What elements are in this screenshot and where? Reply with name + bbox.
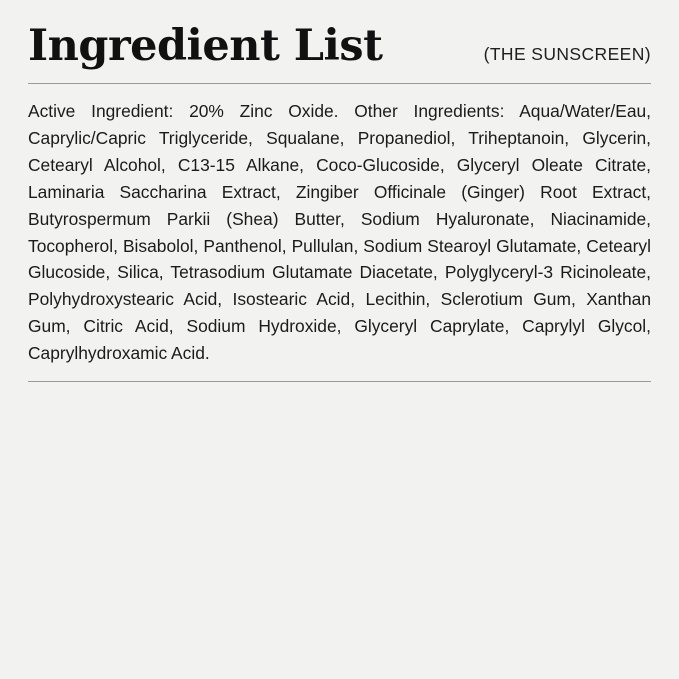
ingredients-paragraph: Active Ingredient: 20% Zinc Oxide. Other Ingredients: Aqua/Water/Eau, Caprylic/Capric Triglyceride, Squalane, Propanediol, Triheptanoin, Glycerin, Cetearyl Alcohol, C13-15 Alkane, Coco-Glucoside, Glyceryl Oleate Citrate, Laminaria Saccharina Extract, Zingiber Officinale (Ginger) Root Extract, Butyrospermum Parkii (Shea) Butter, Sodium Hyaluronate, Niacinamide, Tocopherol, Bisabolol, Panthenol, Pullulan, Sodium Stearoyl Glutamate, Cetearyl Glucoside, Silica, Tetrasodium Glutamate Diacetate, Polyglyceryl-3 Ricinoleate, Polyhydroxystearic Acid, Isostearic Acid, Lecithin, Sclerotium Gum, Xanthan Gum, Citric Acid, Sodium Hydroxide, Glyceryl Caprylate, Caprylyl Glycol, Caprylhydroxamic Acid.	[28, 101, 651, 364]
page-header	[28, 21, 651, 75]
page-title: Ingredient List	[28, 21, 383, 71]
divider-top	[28, 83, 651, 84]
divider-bottom	[28, 381, 651, 382]
product-subtitle: (THE SUNSCREEN)	[483, 44, 651, 64]
